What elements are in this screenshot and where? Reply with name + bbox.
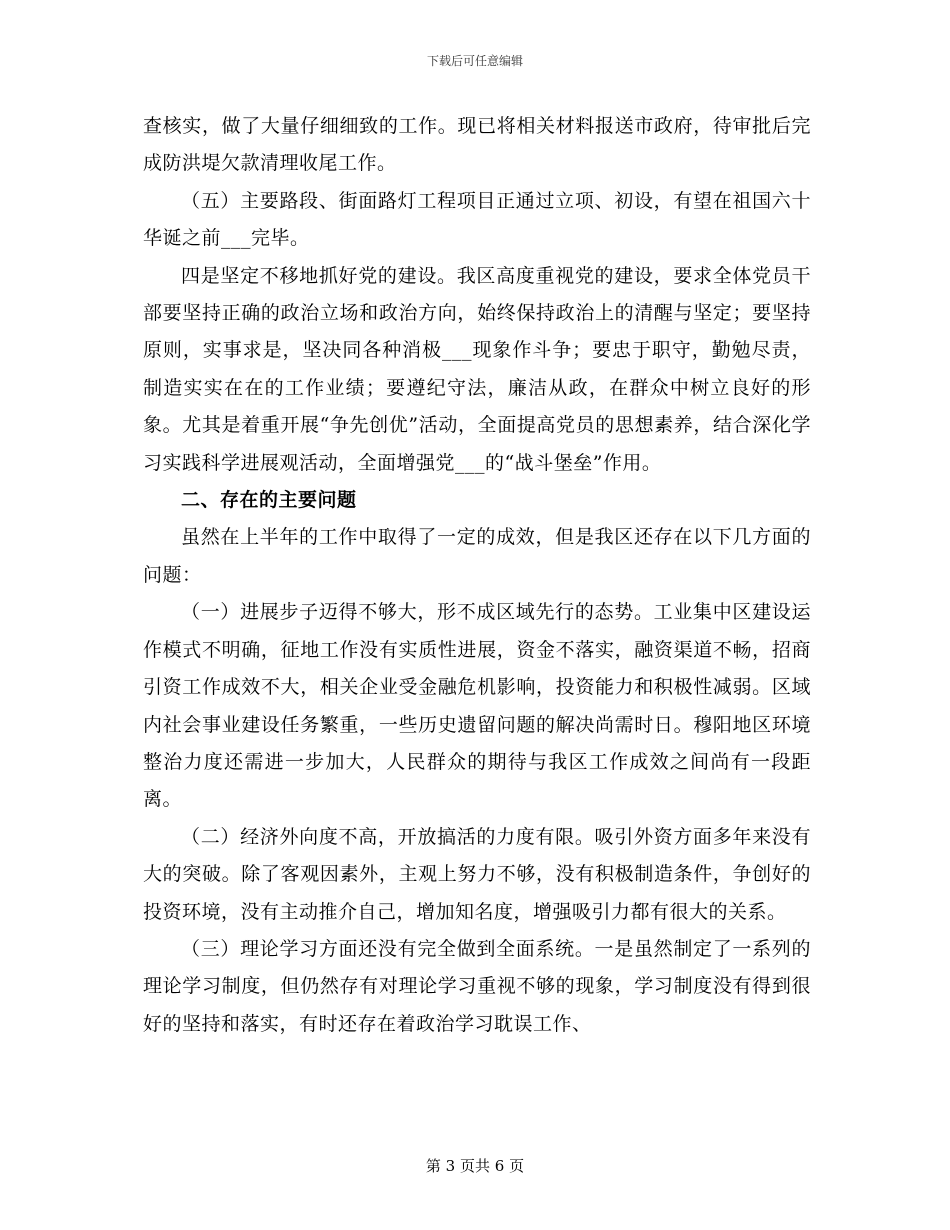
paragraph-problem-one: （一）进展步子迈得不够大，形不成区域先行的态势。工业集中区建设运作模式不明确，征地工作没有实质性进展，资金不落实，融资渠道不畅，招商引资工作成效不大，相关企业受金融危机影响，投资能力和积极性减弱。区域内社会事业建设任务繁重，一些历史遗留问题的解决尚需时日。穆阳地区环境整治力度还需进一步加大，人民群众的期待与我区工作成效之间尚有一段距离。 [143, 601, 811, 811]
paragraph-party-building: 四是坚定不移地抓好党的建设。我区高度重视党的建设，要求全体党员干部要坚持正确的政治立场和政治方向，始终保持政治上的清醒与坚定；要坚持原则，实事求是，坚决同各种消极___现象作斗争；要忠于职守，勤勉尽责，制造实实在在的工作业绩；要遵纪守法，廉洁从政，在群众中树立良好的形象。尤其是着重开展“争先创优”活动，全面提高党员的思想素养，结合深化学习实践科学进展观活动，全面增强党___的“战斗堡垒”作用。 [143, 264, 811, 474]
page-header: 下载后可任意编辑 [426, 54, 523, 68]
section-heading: 二、存在的主要问题 [181, 489, 357, 512]
paragraph-continuation: 查核实，做了大量仔细细致的工作。现已将相关材料报送市政府，待审批后完成防洪堤欠款清理收尾工作。 [143, 115, 811, 175]
paragraph-problem-two: （二）经济外向度不高，开放搞活的力度有限。吸引外资方面多年来没有大的突破。除了客观因素外，主观上努力不够，没有积极制造条件，争创好的投资环境，没有主动推介自己，增加知名度，增强吸引力都有很大的关系。 [143, 825, 811, 923]
paragraph-intro-problems: 虽然在上半年的工作中取得了一定的成效，但是我区还存在以下几方面的问题： [143, 526, 811, 586]
page-footer: 第 3 页共 6 页 [425, 1157, 525, 1175]
paragraph-item-five: （五）主要路段、街面路灯工程项目正通过立项、初设，有望在祖国六十华诞之前___完毕。 [143, 189, 811, 250]
paragraph-problem-three: （三）理论学习方面还没有完全做到全面系统。一是虽然制定了一系列的理论学习制度，但仍然存有对理论学习重视不够的现象，学习制度没有得到很好的坚持和落实，有时还存在着政治学习耽误工作、 [143, 937, 811, 1035]
document-body [143, 108, 811, 1043]
